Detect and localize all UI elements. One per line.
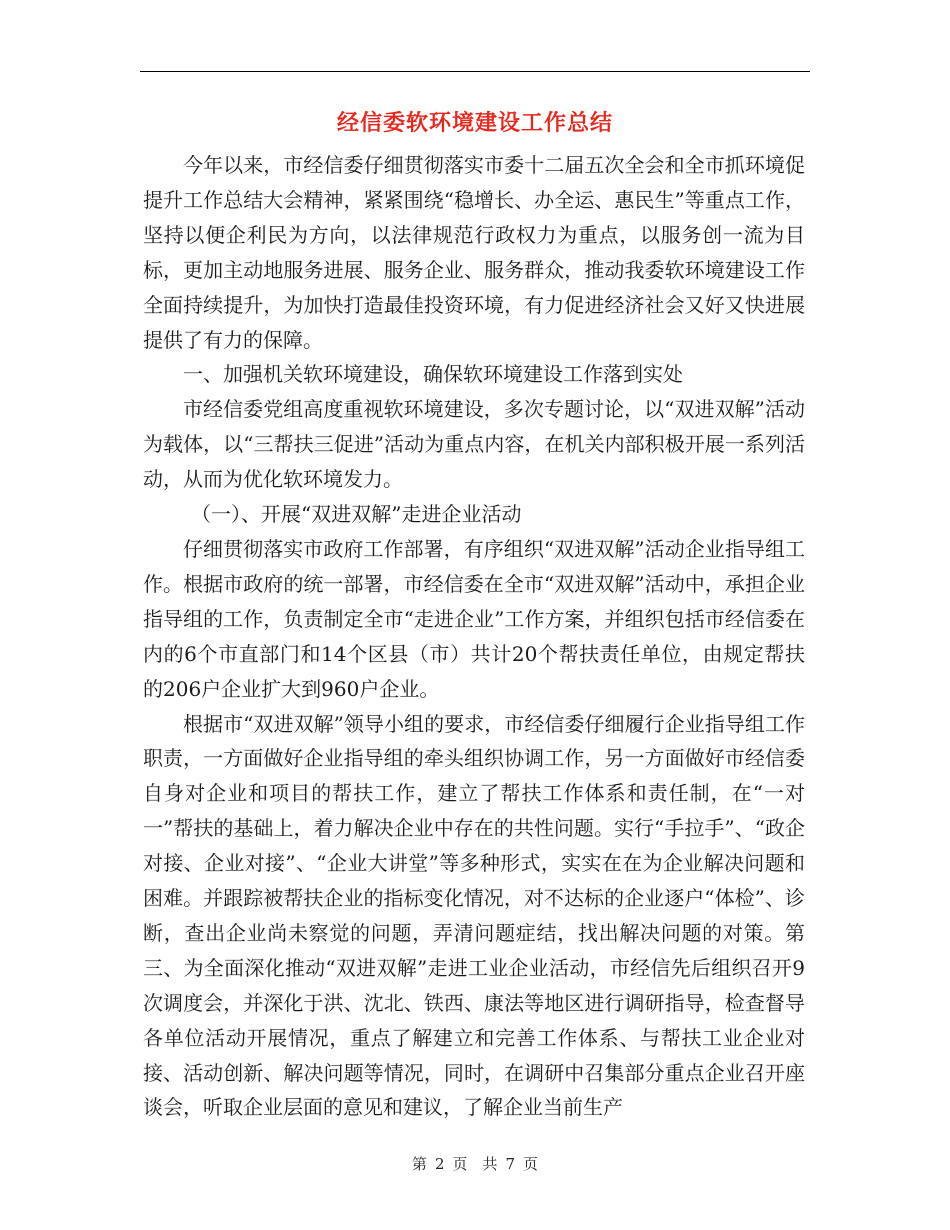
footer-prefix: 第 bbox=[411, 1155, 427, 1173]
section-heading-1: 一、加强机关软环境建设，确保软环境建设工作落到实处 bbox=[183, 362, 683, 387]
document-title: 经信委软环境建设工作总结 bbox=[336, 111, 613, 136]
page-footer bbox=[0, 1154, 950, 1174]
footer-total-pages: 7 bbox=[505, 1155, 516, 1173]
paragraph-section-1: 市经信委党组高度重视软环境建设，多次专题讨论，以“双进双解”活动为载体，以“三帮扶三促进”活动为重点内容，在机关内部积极开展一系列活动，从而为优化软环境发力。 bbox=[143, 397, 805, 492]
paragraph-intro: 今年以来，市经信委仔细贯彻落实市委十二届五次全会和全市抓环境促提升工作总结大会精神，紧紧围绕“稳增长、办全运、惠民生”等重点工作，坚持以便企利民为方向，以法律规范行政权力为重点，以服务创一流为目标，更加主动地服务进展、服务企业、服务群众，推动我委软环境建设工作全面持续提升，为加快打造最佳投资环境，有力促进经济社会又好又快进展提供了有力的保障。 bbox=[143, 153, 805, 352]
footer-middle: 页 共 bbox=[452, 1155, 498, 1173]
paragraph-subsection-1a: 仔细贯彻落实市政府工作部署，有序组织“双进双解”活动企业指导组工作。根据市政府的统一部署，市经信委在全市“双进双解”活动中，承担企业指导组的工作，负责制定全市“走进企业”工作方案，并组织包括市经信委在内的6个市直部门和14个区县（市）共计20个帮扶责任单位，由规定帮扶的206户企业扩大到960户企业。 bbox=[143, 536, 805, 701]
paragraph-subsection-1b: 根据市“双进双解”领导小组的要求，市经信委仔细履行企业指导组工作职责，一方面做好企业指导组的牵头组织协调工作，另一方面做好市经信委自身对企业和项目的帮扶工作，建立了帮扶工作体系和责任制，在“一对一”帮扶的基础上，着力解决企业中存在的共性问题。实行“手拉手”、“政企对接、企业对接”、“企业大讲堂”等多种形式，实实在在为企业解决问题和困难。并跟踪被帮扶企业的指标变化情况，对不达标的企业逐户“体检”、诊断，查出企业尚未察觉的问题，弄清问题症结，找出解决问题的对策。第三、为全面深化推动“双进双解”走进工业企业活动，市经信先后组织召开9次调度会，并深化于洪、沈北、铁西、康法等地区进行调研指导，检查督导各单位活动开展情况，重点了解建立和完善工作体系、与帮扶工业企业对接、活动创新、解决问题等情况，同时，在调研中召集部分重点企业召开座谈会，听取企业层面的意见和建议，了解企业当前生产 bbox=[143, 711, 805, 1120]
subsection-heading-1: （一）、开展“双进双解”走进企业活动 bbox=[191, 502, 522, 527]
header-rule bbox=[140, 71, 810, 72]
footer-current-page: 2 bbox=[434, 1155, 445, 1173]
document-body bbox=[143, 148, 805, 1125]
footer-suffix: 页 bbox=[523, 1155, 539, 1173]
